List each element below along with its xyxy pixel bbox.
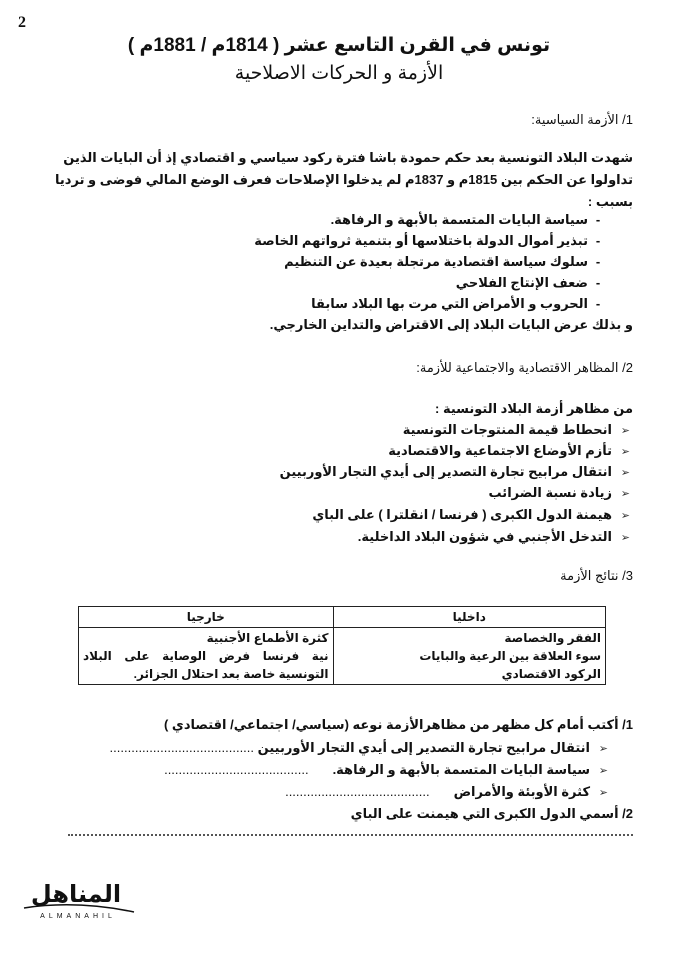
check-arrow-icon: ➢ <box>620 488 630 500</box>
check-arrow-icon: ➢ <box>620 425 630 437</box>
logo-latin-text: ALMANAHIL <box>40 913 116 920</box>
page-number: 2 <box>18 14 26 31</box>
section2-heading: 2/ المظاهر الاقتصادية والاجتماعية للأزمة: <box>416 360 633 375</box>
section3-heading: 3/ نتائج الأزمة <box>560 568 633 583</box>
internal-result: سوء العلاقة بين الرعية والبايات <box>419 649 601 663</box>
almanahil-logo <box>16 872 136 922</box>
exercise-item: ➢كثرة الأوبئة والأمراض........................................ <box>40 782 608 803</box>
check-arrow-icon: ➢ <box>598 743 608 755</box>
dash-bullet-icon: - <box>595 296 601 311</box>
cause-item: -سلوك سياسة اقتصادية مرتجلة بعيدة عن التنظيم <box>40 252 608 272</box>
internal-result: الركود الاقتصادي <box>501 667 601 681</box>
section1-heading: 1/ الأزمة السياسية: <box>531 112 633 127</box>
answer-line[interactable] <box>68 834 633 836</box>
check-arrow-icon: ➢ <box>620 467 630 479</box>
section2-intro: من مظاهر أزمة البلاد التونسية : <box>435 401 633 416</box>
check-arrow-icon: ➢ <box>598 765 608 777</box>
cause-item: -تبذير أموال الدولة باختلاسها أو بتنمية ثرواتهم الخاصة <box>40 231 608 251</box>
external-result: كثرة الأطماع الأجنبية <box>206 631 329 645</box>
dash-bullet-icon: - <box>595 275 601 290</box>
aspect-item: ➢تأزم الأوضاع الاجتماعية والاقتصادية <box>40 441 630 462</box>
table-header-external: خارجيا <box>79 607 334 628</box>
table-header-internal: داخليا <box>333 607 606 628</box>
exercise-item: ➢سياسة البايات المتسمة بالأبهة و الرفاهة......................................... <box>40 760 608 781</box>
logo-arabic-text: المناهل <box>30 880 122 908</box>
answer-blank[interactable]: ........................................ <box>109 740 255 755</box>
title-line-2: الأزمة و الحركات الاصلاحية <box>234 63 444 84</box>
check-arrow-icon: ➢ <box>620 446 630 458</box>
section1-paragraph-line: شهدت البلاد التونسية بعد حكم حمودة باشا فترة ركود سياسي و اقتصادي إذ أن البايات الذين <box>63 150 633 165</box>
aspect-item: ➢انحطاط قيمة المنتوجات التونسية <box>40 420 630 441</box>
check-arrow-icon: ➢ <box>620 510 630 522</box>
check-arrow-icon: ➢ <box>598 787 608 799</box>
aspect-item: ➢زيادة نسبة الضرائب <box>40 483 630 504</box>
dash-bullet-icon: - <box>595 212 601 227</box>
exercise-item: ➢انتقال مرابيح تجارة التصدير إلى أيدي التجار الأوربيين ........................................ <box>40 738 608 759</box>
external-result: نية فرنسا فرض الوصاية على البلاد التونسية خاصة بعد احتلال الجزائر. <box>83 649 329 681</box>
aspect-item: ➢التدخل الأجنبي في شؤون البلاد الداخلية. <box>40 527 630 548</box>
exercise-question-2: 2/ أسمي الدول الكبرى التي هيمنت على الباي <box>350 806 633 821</box>
cause-item: -سياسة البايات المتسمة بالأبهة و الرفاهة. <box>40 210 608 230</box>
section1-paragraph-line: تداولوا عن الحكم بين 1815م و 1837م لم يدخلوا الإصلاحات فعرف الوضع المالي فوضى و ترديا <box>55 172 633 187</box>
answer-blank[interactable]: ........................................ <box>285 784 430 799</box>
internal-result: الفقر والخصاصة <box>504 631 601 645</box>
cause-item: -الحروب و الأمراض التي مرت بها البلاد سابقا <box>40 294 608 314</box>
section1-conclusion: و بذلك عرض البايات البلاد إلى الاقتراض والتداين الخارجي. <box>269 317 633 332</box>
internal-results-cell <box>333 628 606 685</box>
title-line-1: تونس في القرن التاسع عشر ( 1814م / 1881م ) <box>127 35 551 56</box>
exercise-question-1: 1/ أكتب أمام كل مظهر من مظاهرالأزمة نوعه (سياسي/ اجتماعي/ اقتصادي ) <box>163 717 633 732</box>
section1-paragraph-line: بسبب : <box>587 194 633 209</box>
aspect-item: ➢هيمنة الدول الكبرى ( فرنسا / انقلترا ) على الباي <box>40 505 630 526</box>
aspect-item: ➢انتقال مرابيح تجارة التصدير إلى أيدي التجار الأوربيين <box>40 462 630 483</box>
dash-bullet-icon: - <box>595 233 601 248</box>
results-table <box>78 606 606 685</box>
external-results-cell <box>79 628 334 685</box>
cause-item: -ضعف الإنتاج الفلاحي <box>40 273 608 293</box>
check-arrow-icon: ➢ <box>620 532 630 544</box>
dash-bullet-icon: - <box>595 254 601 269</box>
answer-blank[interactable]: ........................................ <box>164 762 309 777</box>
